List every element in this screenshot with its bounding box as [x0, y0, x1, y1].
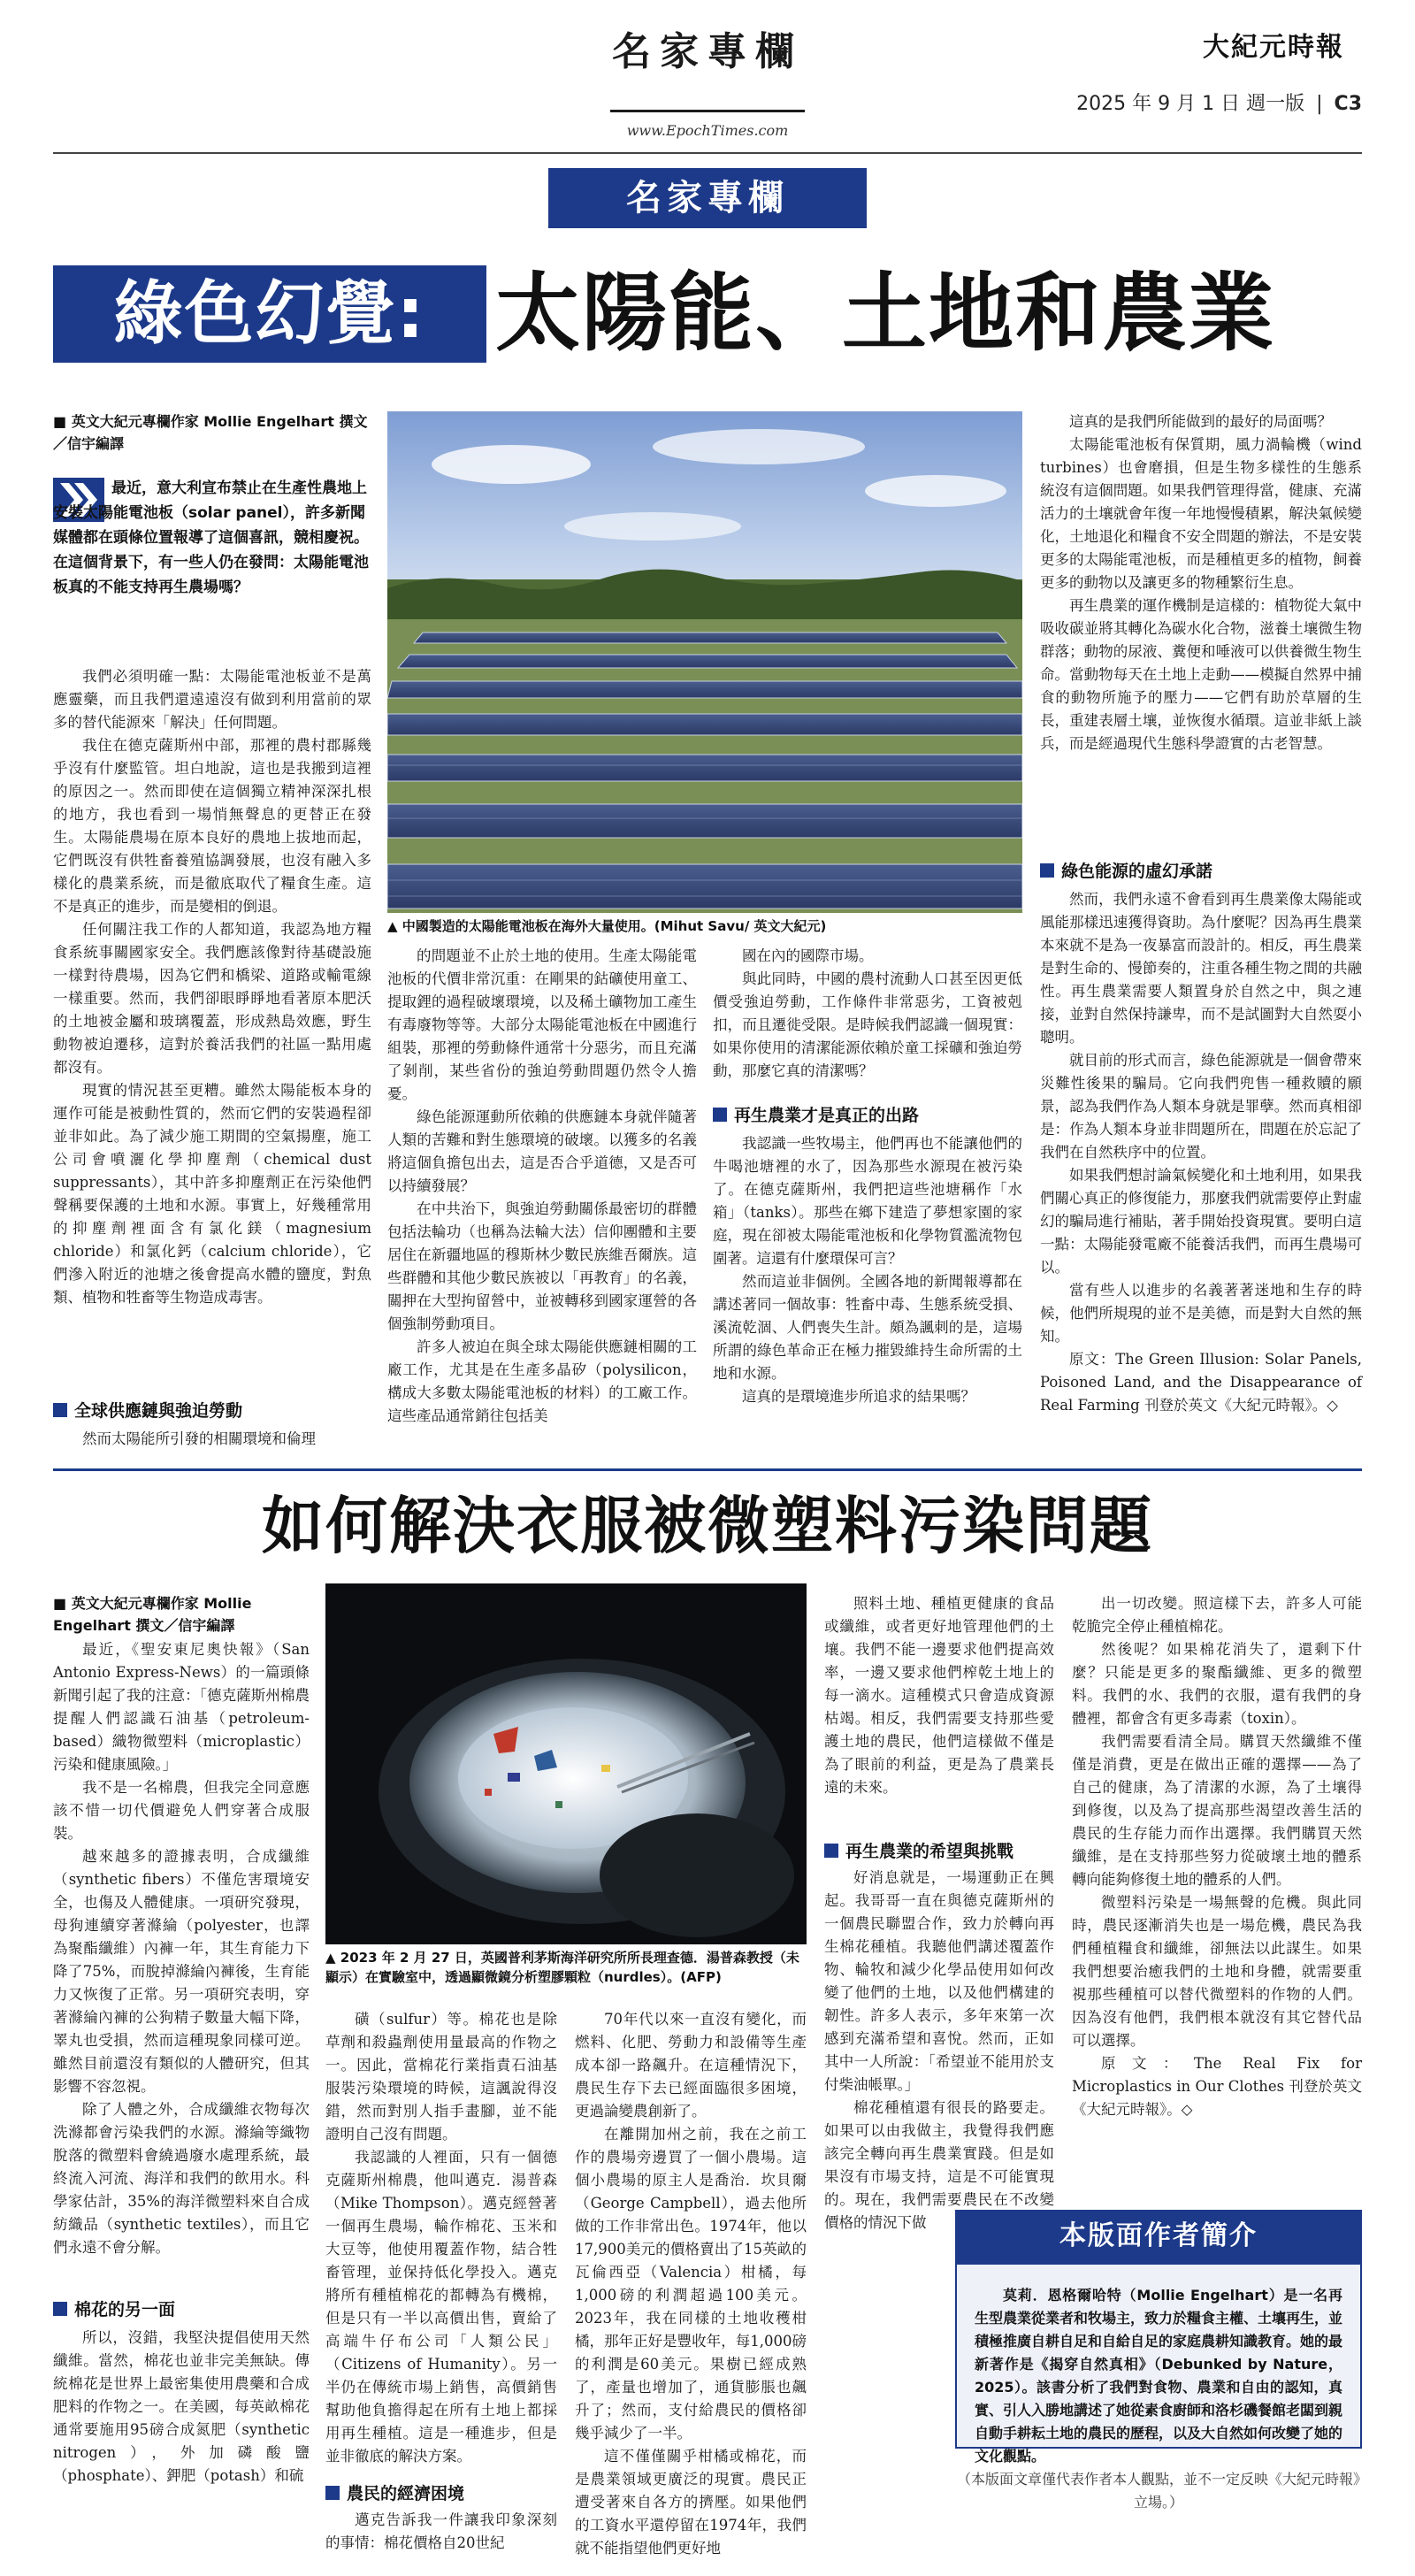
- site-url[interactable]: www.EpochTimes.com: [626, 122, 789, 139]
- article2-paragraph: 我不是一名棉農，但我完全同意應該不惜一切代價避免人們穿著合成服裝。: [53, 1779, 310, 1842]
- article2-paragraph: 微塑料污染是一場無聲的危機。與此同時，農民逐漸消失也是一場危機，農民為我們種植糧食和纖維，卻無法以此謀生。如果我們想要治癒我們的土地和身體，就需要重視那些種植可以替代微塑料的作物的人們。因為沒有他們，我們根本就沒有其它替代品可以選擇。: [1072, 1894, 1362, 2049]
- microplastics-lab-photo: [325, 1583, 807, 1944]
- publication-date: 2025 年 9 月 1 日 週一版 | C3: [1076, 93, 1362, 115]
- page-section-title: 名家專欄: [612, 29, 803, 74]
- top-rule: [53, 152, 1362, 154]
- article2-paragraph: 照料土地、種植更健康的食品或纖維，或者更好地管理他們的土壤。我們不能一邊要求他們提高效率，一邊又要求他們榨乾土地上的每一滴水。這種模式只會造成資源枯竭。相反，我們需要支持那些愛護土地的農民，他們這樣做不僅是為了眼前的利益，更是為了農業長遠的未來。: [824, 1595, 1054, 1796]
- newspaper-logo: 大紀元時報: [1203, 32, 1344, 63]
- article1-subhead-2: 再生農業才是真正的出路: [713, 1102, 1022, 1126]
- article2-paragraph: 我認識的人裡面，只有一個德克薩斯州棉農，他叫邁克．湯普森（Mike Thompson）。邁克經營著一個再生農場，輪作棉花、玉米和大豆等，他使用覆蓋作物，結合牲畜管理，並保持低化學投入。邁克將所有種植棉花的都轉為有機棉，但是只有一半以高價出售，賣給了高端牛仔布公司「人類公民」（Citizens of Humanity）。另一半仍在傳統市場上銷售，高價銷售幫助他負擔得起在所有土地上都採用再生種植。這是一種進步，但是並非徹底的解決方案。: [325, 2149, 557, 2465]
- article1-column-1-end: 然而太陽能所引發的相關環境和倫理: [82, 1430, 316, 1447]
- article2-paragraph: 然後呢？如果棉花消失了，還剩下什麼？只能是更多的聚酯纖維、更多的微塑料。我們的水、我們的衣服，還有我們的身體裡，都會含有更多毒素（toxin）。: [1072, 1641, 1362, 1727]
- article2-column-3: [575, 2008, 807, 2560]
- article2-column-1: [53, 1638, 310, 2259]
- article1-paragraph: 然而這並非個例。全國各地的新聞報導都在講述著同一個故事：牲畜中毒、生態系統受損、溪流乾涸、人們喪失生計。頗為諷刺的是，這場所謂的綠色革命正在極力摧毀維持生命所需的土地和水源。: [713, 1273, 1022, 1382]
- article2-byline: ■ 英文大紀元專欄作家 Mollie Engelhart 撰文／信宇編譯: [53, 1595, 252, 1634]
- article2-subhead-3: 再生農業的希望與挑戰: [824, 1838, 1054, 1862]
- article2-paragraph: 這不僅僅關乎柑橘或棉花，而是農業領域更廣泛的現實。農民正遭受著來自各方的擠壓。如果他們的工資水平還停留在1974年，我們就不能指望他們更好地: [575, 2448, 807, 2557]
- date-text: 2025 年 9 月 1 日 週一版: [1076, 93, 1305, 115]
- article2-column-1b: [53, 2327, 310, 2488]
- section-divider: [53, 1468, 1362, 1471]
- article1-lead: 最近，意大利宣布禁止在生產性農地上安裝太陽能電池板（solar panel），許多新聞媒體都在頭條位置報導了這個喜訊，競相慶祝。在這個背景下，有一些人仍在發問：太陽能電池板真的不能支持再生農場嗎？: [53, 479, 369, 596]
- article1-paragraph: 我們必須明確一點：太陽能電池板並不是萬應靈藥，而且我們還遠遠沒有做到利用當前的眾多的替代能源來「解決」任何問題。: [53, 668, 371, 731]
- article1-paragraph: 現實的情況甚至更糟。雖然太陽能板本身的運作可能是被動性質的，然而它們的安裝過程卻並非如此。為了減少施工期間的空氣揚塵，施工公司會噴灑化學抑塵劑（chemical dust suppressants），其中許多抑塵劑正在污染他們聲稱要保護的土地和水源。事實上，好幾種常用的抑塵劑裡面含有氯化鎂（magnesium chloride）和氯化鈣（calcium chloride），它們滲入附近的池塘之後會提高水體的鹽度，對魚類、植物和牲畜等生物造成毒害。: [53, 1082, 371, 1306]
- article1-paragraph: 如果我們想討論氣候變化和土地利用，如果我們關心真正的修復能力，那麼我們就需要停止對虛幻的騙局進行補貼，著手開始投資現實。要明白這一點：太陽能發電廠不能養活我們，而再生農場可以。: [1040, 1167, 1362, 1276]
- masthead-rule: [610, 110, 805, 112]
- article1-paragraph: 我認識一些牧場主，他們再也不能讓他們的牛喝池塘裡的水了，因為那些水源現在被污染了。在德克薩斯州，我們把這些池塘稱作「水箱」（tanks）。那些在鄉下建造了夢想家園的家庭，現在卻被太陽能電池板和化學物質濫流物包圍著。這還有什麼環保可言？: [713, 1135, 1022, 1267]
- article1-paragraph: 這真的是我們所能做到的最好的局面嗎？: [1069, 413, 1332, 430]
- article1-column-4: [1040, 410, 1362, 755]
- article1-paragraph: 與此同時，中國的農村流動人口甚至因更低價受強迫勞動，工作條件非常惡劣，工資被剋扣，而且遷徙受限。是時候我們認識一個現實：如果你使用的清潔能源依賴於童工採礦和強迫勞動，那麼它真的清潔嗎？: [713, 970, 1022, 1079]
- square-bullet-icon: [325, 2486, 340, 2500]
- author-box-title: 本版面作者簡介: [955, 2210, 1362, 2263]
- article2-column-5: [1072, 1592, 1362, 2121]
- article2-paragraph: 在離開加州之前，我在之前工作的農場旁邊買了一個小農場。這個小農場的原主人是喬治．坎貝爾（George Campbell），過去他所做的工作非常出色。1974年，他以17,900美元的價格賣出了15英畝的瓦倫西亞（Valencia）柑橘，每1,000磅的利潤超過100美元。2023年，我在同樣的土地收穫柑橘，那年正好是豐收年，每1,000磅的利潤是60美元。果樹已經成熟了，產量也增加了，通貨膨脹也飆升了；然而，支付給農民的價格卻幾乎減少了一半。: [575, 2126, 807, 2442]
- article1-paragraph: 國在內的國際市場。: [742, 947, 874, 964]
- article2-column-4b: [824, 1867, 1054, 2235]
- article1-paragraph: 許多人被迫在與全球太陽能供應鏈相關的工廠工作，尤其是在生產多晶矽（polysilicon，構成大多數太陽能電池板的材料）的工廠工作。這些產品通常銷往包括美: [387, 1338, 697, 1424]
- page-number: C3: [1334, 93, 1362, 115]
- article2-paragraph: 我們需要看清全局。購買天然纖維不僅僅是消費，更是在做出正確的選擇——為了自己的健康，為了清潔的水源，為了土壤得到修復，以及為了提高那些渴望改善生活的農民的生存能力而作出選擇。我們購買天然纖維，是在支持那些努力從破壞土地的體系轉向能夠修復土地的體系的人們。: [1072, 1733, 1362, 1888]
- article2-subhead-1: 棉花的另一面: [53, 2296, 310, 2320]
- article2-paragraph: 棉花種植還有很長的路要走。如果可以由我做主，我覺得我們應該完全轉向再生農業實踐。但是如果沒有市場支持，這是不可能實現的。現在，我們需要農民在不改變價格的情況下做: [824, 2099, 1054, 2231]
- article1-paragraph: 的問題並不止於土地的使用。生產太陽能電池板的代價非常沉重：在剛果的鈷礦使用童工、提取鋰的過程破壞環境，以及稀土礦物加工產生有毒廢物等等。大部分太陽能電池板在中國進行組裝，那裡的勞動條件通常十分惡劣，而且充滿了剝削，某些省份的強迫勞動問題仍然令人擔憂。: [387, 947, 697, 1102]
- article2-headline: 如何解決衣服被微塑料污染問題: [262, 1490, 1153, 1562]
- article1-paragraph: 我住在德克薩斯州中部，那裡的農村郡縣幾乎沒有什麼監管。坦白地說，這也是我搬到這裡的原因之一。然而即使在這個獨立精神深深扎根的地方，我也看到一場悄無聲息的更替正在發生。太陽能農場在原本良好的農地上拔地而起，它們既沒有供牲畜養殖協調發展，也沒有融入多樣化的農業系統，而是徹底取代了糧食生產。這不是真正的進步，而是變相的倒退。: [53, 737, 371, 915]
- article2-subhead-2: 農民的經濟困境: [325, 2480, 557, 2504]
- photo2-caption: ▲ 2023 年 2 月 27 日，英國普利茅斯海洋研究所所長理查德．湯普森教授（未顯示）在實驗室中，透過顯微鏡分析塑膠顆粒（nurdles）。(AFP): [325, 1950, 799, 1985]
- disclaimer: （本版面文章僅代表作者本人觀點，並不一定反映《大紀元時報》立場。）: [956, 2471, 1360, 2511]
- article2-paragraph: 所以，沒錯，我堅決提倡使用天然纖維。當然，棉花也並非完美無缺。傳統棉花是世界上最密集使用農藥和合成肥料的作物之一。在美國，每英畝棉花通常要施用95磅合成氮肥（synthetic nitrogen），外加磷酸鹽（phosphate）、鉀肥（potash）和硫: [53, 2329, 310, 2484]
- square-bullet-icon: [53, 1403, 67, 1417]
- article2-paragraph: 除了人體之外，合成纖維衣物每次洗滌都會污染我們的水源。滌綸等織物脫落的微塑料會繞過廢水處理系統，最終流入河流、海洋和我們的飲用水。科學家估計，35%的海洋微塑料來自合成紡織品（synthetic textiles），而且它們永遠不會分解。: [53, 2101, 310, 2256]
- article1-column-2: [387, 945, 697, 1428]
- article1-paragraph: 當有些人以進步的名義著著迷地和生存的時候，他們所規現的並不是美德，而是對大自然的無知。: [1040, 1282, 1362, 1345]
- article1-paragraph: 在中共治下，與強迫勞動關係最密切的群體包括法輪功（也稱為法輪大法）信仰團體和主要居住在新疆地區的穆斯林少數民族維吾爾族。這些群體和其他少數民族被以「再教育」的名義，關押在大型拘留營中，並被轉移到國家運營的各個強制勞動項目。: [387, 1200, 697, 1332]
- article2-paragraph: 最近，《聖安東尼奧快報》（San Antonio Express-News）的一篇頭條新聞引起了我的注意：「德克薩斯州棉農提醒人們認識石油基（petroleum-based）織物微塑料（microplastic）污染和健康風險。」: [53, 1641, 310, 1773]
- article2-paragraph: 出一切改變。照這樣下去，許多人可能乾脆完全停止種植棉花。: [1072, 1595, 1362, 1635]
- square-bullet-icon: [713, 1108, 727, 1122]
- article2-column-4: [824, 1592, 1054, 1799]
- square-bullet-icon: [1040, 863, 1054, 878]
- article2-paragraph: 原文：The Real Fix for Microplastics in Our Clothes 刊登於英文《大紀元時報》。◇: [1072, 2055, 1362, 2118]
- article1-column-3: [713, 945, 1022, 1083]
- article2-column-2-end: 邁克告訴我一件讓我印象深刻的事情：棉花價格自20世紀: [325, 2511, 557, 2551]
- solar-farm-photo: [387, 411, 1022, 913]
- article2-paragraph: 磺（sulfur）等。棉花也是除草劑和殺蟲劑使用量最高的作物之一。因此，當棉花行業指責石油基服裝污染環境的時候，這諷說得沒錯，然而對別人指手畫腳，並不能證明自己沒有問題。: [325, 2011, 557, 2143]
- article1-paragraph: 任何關注我工作的人都知道，我認為地方糧食系統事關國家安全。我們應該像對待基礎設施一樣對待農場，因為它們和橋梁、道路或輸電線一樣重要。然而，我們卻眼睜睜地看著原本肥沃的土地被金屬和玻璃覆蓋，形成熱島效應，野生動物被迫遷移，這對於養活我們的社區一點用處都沒有。: [53, 921, 371, 1076]
- headline-main: 太陽能、土地和農業: [495, 263, 1275, 363]
- article1-paragraph: 原文：The Green Illusion: Solar Panels, Poisoned Land, and the Disappearance of Real Farming 刊登於英文《大紀元時報》。◇: [1040, 1351, 1362, 1414]
- article1-column-4b: [1040, 888, 1362, 1417]
- article1-paragraph: 綠色能源運動所依賴的供應鏈本身就伴隨著人類的苦難和對生態環境的破壞。以獲多的名義將這個負擔包出去，這是否合乎道德，又是否可以持續發展？: [387, 1108, 697, 1194]
- photo1-caption: ▲ 中國製造的太陽能電池板在海外大量使用。(Mihut Savu/ 英文大紀元): [387, 918, 827, 934]
- article1-byline: ■ 英文大紀元專欄作家 Mollie Engelhart 撰文／信宇編譯: [53, 413, 368, 452]
- square-bullet-icon: [53, 2302, 67, 2316]
- article1-paragraph: 就目前的形式而言，綠色能源就是一個會帶來災難性後果的騙局。它向我們兜售一種救贖的願景，認為我們作為人類本身就是罪孽。然而真相卻是：作為人類本身並非問題所在，問題在於忘記了我們在自然秩序中的位置。: [1040, 1052, 1362, 1161]
- article1-column-1: [53, 665, 371, 1309]
- square-bullet-icon: [824, 1844, 838, 1858]
- author-box-body: 莫莉．恩格爾哈特（Mollie Engelhart）是一名再生型農業從業者和牧場主，致力於糧食主權、土壤再生，並積極推廣自耕自足和自給自足的家庭農耕知識教育。她的最新著作是《揭穿自然真相》（Debunked by Nature，2025）。該書分析了我們對食物、農業和自由的認知，真實、引人入勝地講述了她從素食廚師和洛杉磯餐館老闆到親自動手耕耘土地的農民的歷程，以及大自然如何改變了她的文化觀點。: [955, 2263, 1362, 2449]
- article1-subhead-1: 全球供應鏈與強迫勞動: [53, 1398, 371, 1422]
- article2-paragraph: 好消息就是，一場運動正在興起。我哥哥一直在與德克薩斯州的一個農民聯盟合作，致力於轉向再生棉花種植。我聽他們講述覆蓋作物、輪牧和減少化學品使用如何改變了他們的土地，以及他們構建的韌性。許多人表示，多年來第一次感到充滿希望和喜悅。然而，正如其中一人所說：「希望並不能用於支付柴油帳單。」: [824, 1869, 1054, 2093]
- article2-column-2: [325, 2008, 557, 2468]
- article1-paragraph: 這真的是環境進步所追求的結果嗎？: [742, 1388, 975, 1405]
- article1-paragraph: 太陽能電池板有保質期，風力渦輪機（wind turbines）也會磨損，但是生物多樣性的生態系統沒有這個問題。如果我們管理得當，健康、充滿活力的土壤就會年復一年地慢慢積累，解決氣候變化，土地退化和糧食不安全問題的辦法，不是安裝更多的太陽能電池板，而是種植更多的植物，飼養更多的動物以及讓更多的物種繁衍生息。: [1040, 436, 1362, 591]
- article1-paragraph: 再生農業的運作機制是這樣的：植物從大氣中吸收碳並將其轉化為碳水化合物，滋養土壤微生物群落；動物的尿液、糞便和唾液可以供養微生物生命。當動物每天在土地上走動——模擬自然界中捕食的動物所施予的壓力——它們有助於草層的生長，重建表層土壤，並恢復水循環。這並非紙上談兵，而是經過現代生態科學證實的古老智慧。: [1040, 597, 1362, 752]
- headline-tag: 綠色幻覺:: [53, 265, 486, 363]
- article1-column-3b: [713, 1132, 1022, 1408]
- article1-paragraph: 然而，我們永遠不會看到再生農業像太陽能或風能那樣迅速獲得資助。為什麼呢？因為再生農業本來就不是為一夜暴富而設計的。相反，再生農業是對生命的、慢節奏的，注重各種生物之間的共融性。再生農業需要人類置身於自然之中，與之連接，並對自然保持謙卑，而不是試圖對大自然耍小聰明。: [1040, 891, 1362, 1046]
- article1-subhead-3: 綠色能源的虛幻承諾: [1040, 858, 1362, 882]
- section-tag: 名家專欄: [548, 168, 867, 228]
- article2-paragraph: 越來越多的證據表明，合成纖維（synthetic fibers）不僅危害環境安全，也傷及人體健康。一項研究發現，母狗連續穿著滌綸（polyester，也譯為聚酯纖維）內褲一年，其生育能力下降了75%，而脫掉滌綸內褲後，生育能力又恢復了正常。另一項研究表明，穿著滌綸內褲的公狗精子數量大幅下降，睪丸也受損，然而這種現象同樣可逆。雖然目前還沒有類似的人體研究，但其影響不容忽視。: [53, 1848, 310, 2095]
- article2-paragraph: 70年代以來一直沒有變化，而燃料、化肥、勞動力和設備等生產成本卻一路飆升。在這種情況下，農民生存下去已經面臨很多困境，更過論變農創新了。: [575, 2011, 807, 2120]
